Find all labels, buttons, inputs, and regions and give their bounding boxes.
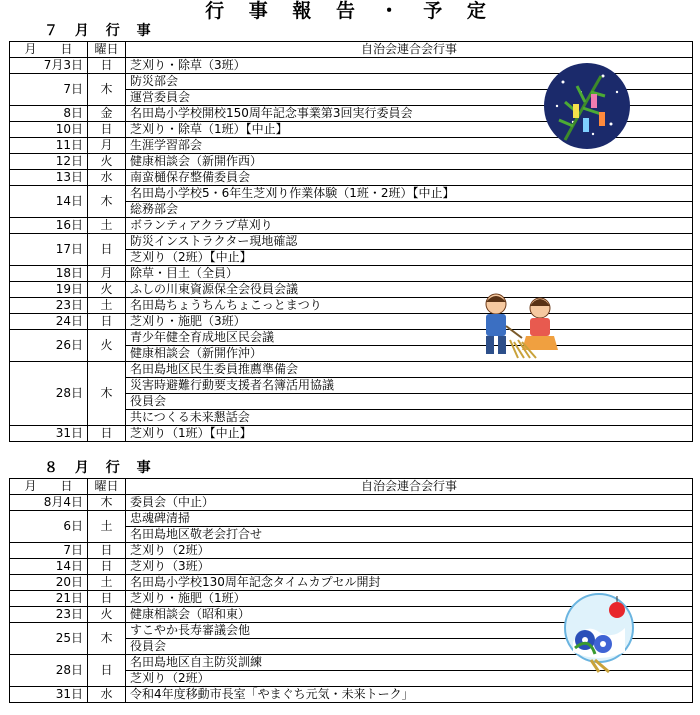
weekday-cell: 金	[88, 106, 126, 122]
weekday-cell: 日	[88, 426, 126, 442]
event-cell: 青少年健全育成地区民会議	[126, 330, 693, 346]
table-row	[10, 575, 693, 591]
event-cell: ボランティアクラブ草刈り	[126, 218, 693, 234]
table-row	[10, 330, 693, 346]
weekday-cell: 土	[88, 218, 126, 234]
date-cell: 28日	[10, 655, 88, 687]
event-cell: 委員会（中止）	[126, 495, 693, 511]
event-cell: 芝刈り（2班）【中止】	[126, 250, 693, 266]
weekday-cell: 木	[88, 186, 126, 218]
weekday-cell: 日	[88, 314, 126, 330]
july-heading: ７ 月 行 事	[44, 23, 157, 39]
event-cell: 芝刈り・施肥（1班）	[126, 591, 693, 607]
event-cell: 芝刈り・除草（1班）【中止】	[126, 122, 693, 138]
date-cell: 19日	[10, 282, 88, 298]
weekday-cell: 火	[88, 154, 126, 170]
col-header-weekday: 曜日	[88, 42, 126, 58]
table-row	[10, 511, 693, 527]
date-cell: 10日	[10, 122, 88, 138]
table-row	[10, 266, 693, 282]
event-cell: 南蛮樋保存整備委員会	[126, 170, 693, 186]
date-cell: 23日	[10, 607, 88, 623]
table-row	[10, 234, 693, 250]
table-row	[10, 170, 693, 186]
weekday-cell: 火	[88, 330, 126, 362]
col-header-events: 自治会連合会行事	[126, 42, 693, 58]
col-header-events: 自治会連合会行事	[126, 479, 693, 495]
event-cell: 総務部会	[126, 202, 693, 218]
date-cell: 26日	[10, 330, 88, 362]
event-cell: 名田島地区自主防災訓練	[126, 655, 693, 671]
children-grass-cutting-icon	[470, 290, 565, 362]
date-cell: 8日	[10, 106, 88, 122]
event-cell: 芝刈り（2班）	[126, 671, 693, 687]
date-cell: 7日	[10, 543, 88, 559]
table-row	[10, 543, 693, 559]
date-cell: 31日	[10, 426, 88, 442]
date-cell: 28日	[10, 362, 88, 426]
weekday-cell: 月	[88, 138, 126, 154]
event-cell: 生涯学習部会	[126, 138, 693, 154]
table-row	[10, 426, 693, 442]
event-cell: 芝刈り・施肥（3班）	[126, 314, 693, 330]
event-cell: 防災インストラクター現地確認	[126, 234, 693, 250]
col-header-weekday: 曜日	[88, 479, 126, 495]
date-cell: 11日	[10, 138, 88, 154]
event-cell: 芝刈り（2班）	[126, 543, 693, 559]
weekday-cell: 日	[88, 559, 126, 575]
date-cell: 14日	[10, 186, 88, 218]
event-cell: 芝刈り（1班）【中止】	[126, 426, 693, 442]
weekday-cell: 日	[88, 591, 126, 607]
weekday-cell: 月	[88, 266, 126, 282]
date-cell: 25日	[10, 623, 88, 655]
uchiwa-fan-icon	[555, 592, 637, 674]
event-cell: 除草・目土（全員）	[126, 266, 693, 282]
date-cell: 8月4日	[10, 495, 88, 511]
date-cell: 17日	[10, 234, 88, 266]
event-cell: 名田島ちょうちんちょこっとまつり	[126, 298, 693, 314]
weekday-cell: 日	[88, 543, 126, 559]
col-header-date: 月 日	[10, 42, 88, 58]
weekday-cell: 火	[88, 282, 126, 298]
event-cell: 共につくる未来懇話会	[126, 410, 693, 426]
event-cell: 名田島小学校開校150周年記念事業第3回実行委員会	[126, 106, 693, 122]
weekday-cell: 日	[88, 655, 126, 687]
event-cell: 運営委員会	[126, 90, 693, 106]
weekday-cell: 土	[88, 511, 126, 543]
tanabata-icon	[543, 62, 635, 154]
weekday-cell: 木	[88, 495, 126, 511]
event-cell: 芝刈り（3班）	[126, 559, 693, 575]
date-cell: 6日	[10, 511, 88, 543]
event-cell: すこやか長寿審議会他	[126, 623, 693, 639]
table-row	[10, 362, 693, 378]
col-header-date: 月 日	[10, 479, 88, 495]
date-cell: 7日	[10, 74, 88, 106]
weekday-cell: 水	[88, 170, 126, 186]
date-cell: 31日	[10, 687, 88, 703]
event-cell: 防災部会	[126, 74, 693, 90]
event-cell: 忠魂碑清掃	[126, 511, 693, 527]
weekday-cell: 水	[88, 687, 126, 703]
weekday-cell: 日	[88, 58, 126, 74]
event-cell: 健康相談会（新開作沖）	[126, 346, 693, 362]
table-row	[10, 559, 693, 575]
event-cell: 災害時避難行動要支援者名簿活用協議	[126, 378, 693, 394]
weekday-cell: 日	[88, 234, 126, 266]
august-heading: ８ 月 行 事	[44, 460, 157, 476]
date-cell: 12日	[10, 154, 88, 170]
weekday-cell: 木	[88, 623, 126, 655]
event-cell: 名田島小学校5・6年生芝刈り作業体験（1班・2班）【中止】	[126, 186, 693, 202]
event-cell: 名田島小学校130周年記念タイムカプセル開封	[126, 575, 693, 591]
weekday-cell: 木	[88, 74, 126, 106]
date-cell: 23日	[10, 298, 88, 314]
table-row	[10, 687, 693, 703]
event-cell: 名田島地区敬老会打合せ	[126, 527, 693, 543]
table-row	[10, 298, 693, 314]
weekday-cell: 日	[88, 122, 126, 138]
table-row	[10, 186, 693, 202]
date-cell: 24日	[10, 314, 88, 330]
weekday-cell: 火	[88, 607, 126, 623]
table-row	[10, 314, 693, 330]
weekday-cell: 木	[88, 362, 126, 426]
table-row	[10, 282, 693, 298]
event-cell: 役員会	[126, 394, 693, 410]
date-cell: 14日	[10, 559, 88, 575]
event-cell: 役員会	[126, 639, 693, 655]
event-cell: 健康相談会（新開作西）	[126, 154, 693, 170]
page-title: 行 事 報 告 ・ 予 定	[205, 0, 495, 22]
event-cell: ふしの川東資源保全会役員会議	[126, 282, 693, 298]
date-cell: 7月3日	[10, 58, 88, 74]
event-cell: 名田島地区民生委員推薦準備会	[126, 362, 693, 378]
date-cell: 21日	[10, 591, 88, 607]
weekday-cell: 土	[88, 575, 126, 591]
event-cell: 健康相談会（昭和東）	[126, 607, 693, 623]
table-row	[10, 218, 693, 234]
date-cell: 18日	[10, 266, 88, 282]
weekday-cell: 土	[88, 298, 126, 314]
date-cell: 16日	[10, 218, 88, 234]
table-row	[10, 154, 693, 170]
event-cell: 令和4年度移動市長室「やまぐち元気・未来トーク」	[126, 687, 693, 703]
date-cell: 13日	[10, 170, 88, 186]
date-cell: 20日	[10, 575, 88, 591]
table-row	[10, 495, 693, 511]
event-cell: 芝刈り・除草（3班）	[126, 58, 693, 74]
